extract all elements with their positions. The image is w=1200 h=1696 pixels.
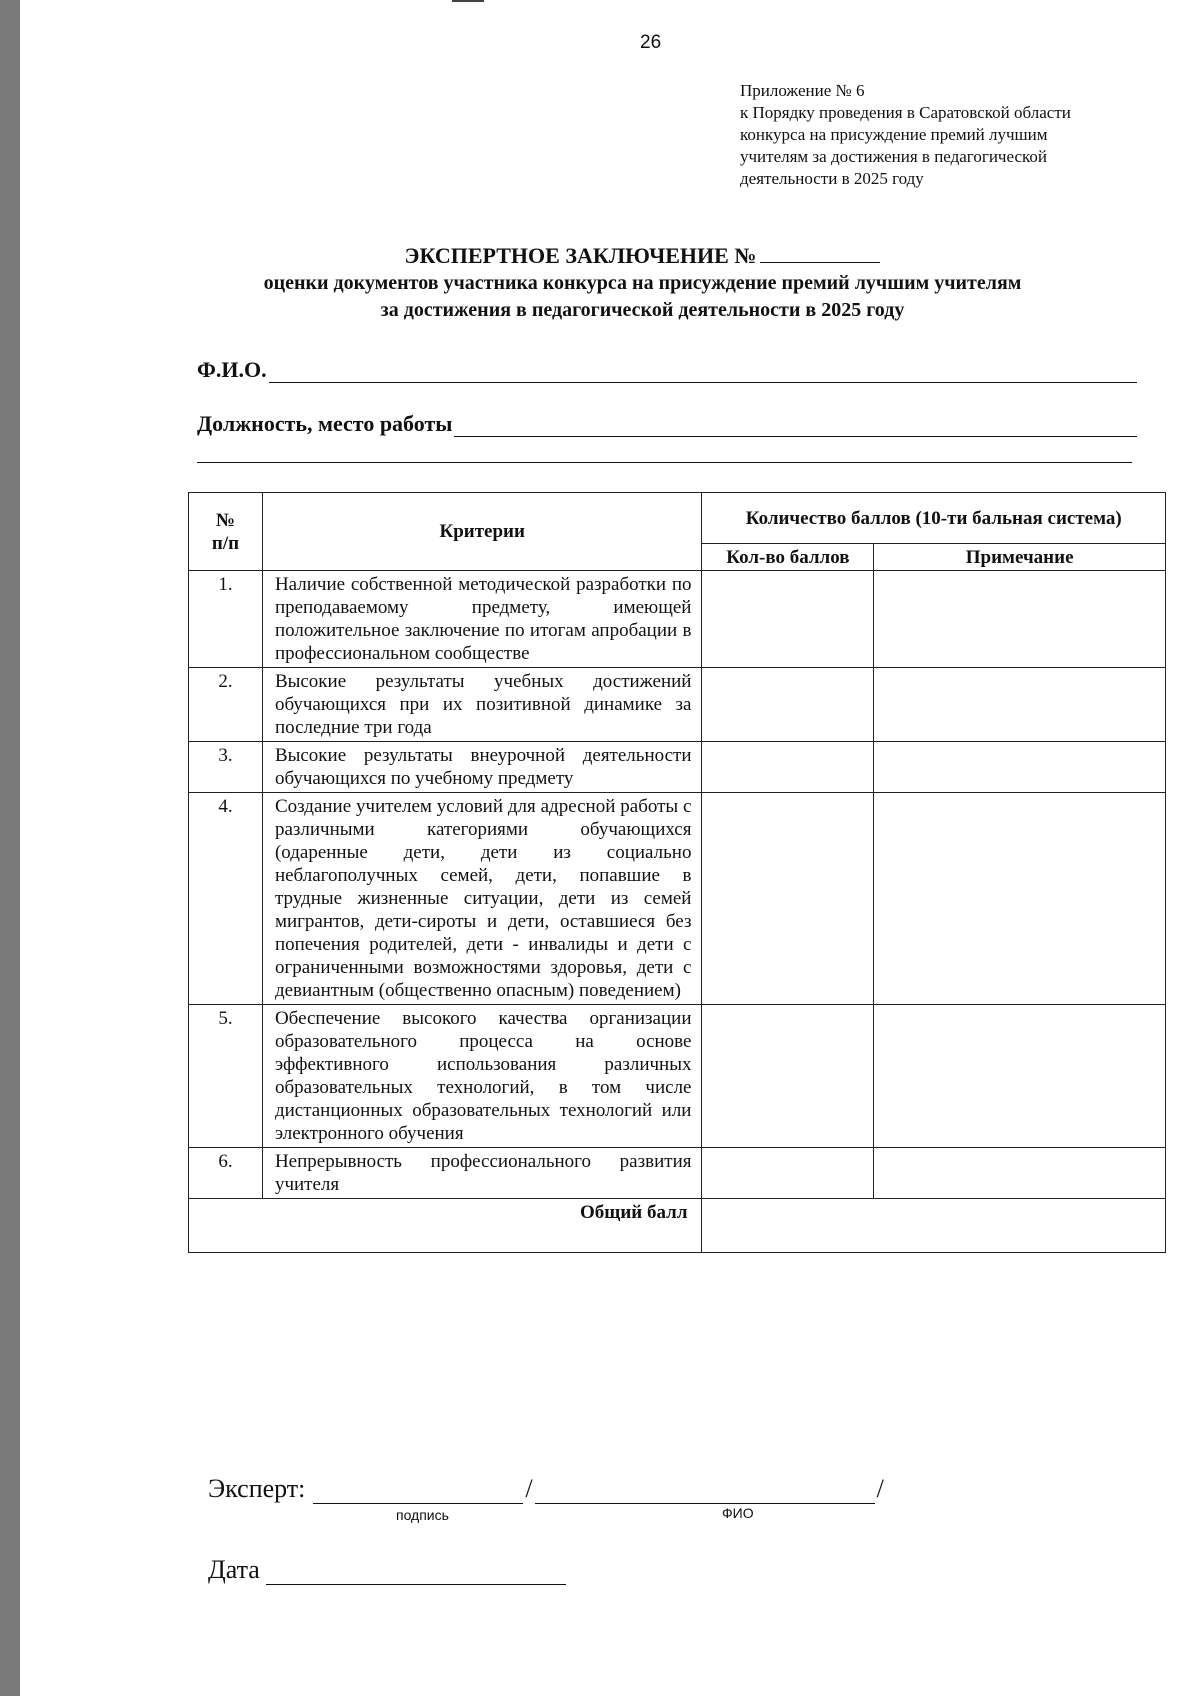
page-number: 26	[640, 32, 662, 53]
total-score-cell[interactable]	[702, 1199, 1166, 1253]
expert-label: Эксперт:	[208, 1474, 306, 1503]
row-note-cell[interactable]	[874, 571, 1166, 668]
scan-top-mark	[452, 0, 484, 2]
row-criterion: Высокие результаты учебных достижений обучающихся при их позитивной динамике за последние три года	[262, 668, 702, 742]
row-number: 6.	[189, 1148, 263, 1199]
expert-signature-line	[208, 1474, 886, 1504]
row-points-cell[interactable]	[702, 793, 874, 1005]
row-note-cell[interactable]	[874, 1005, 1166, 1148]
header-note: Примечание	[874, 544, 1166, 571]
subtitle-line: за достижения в педагогической деятельности в 2025 году	[380, 299, 905, 321]
appendix-line: деятельности в 2025 году	[740, 169, 924, 188]
table-row	[189, 793, 1166, 1005]
scan-margin-bar	[0, 0, 20, 1696]
appendix-line: к Порядку проведения в Саратовской области	[740, 103, 1071, 122]
table-row	[189, 1148, 1166, 1199]
header-number: № п/п	[189, 493, 263, 571]
slash: /	[876, 1474, 884, 1503]
number-blank-line[interactable]	[760, 242, 880, 263]
expert-fio-blank[interactable]	[535, 1479, 875, 1504]
row-points-cell[interactable]	[702, 571, 874, 668]
fio-label: Ф.И.О.	[197, 357, 267, 382]
row-note-cell[interactable]	[874, 742, 1166, 793]
signature-blank[interactable]	[313, 1479, 523, 1504]
row-note-cell[interactable]	[874, 1148, 1166, 1199]
table-row	[189, 742, 1166, 793]
criteria-table	[188, 492, 1166, 1253]
header-criteria: Критерии	[262, 493, 702, 571]
document-title	[160, 242, 1125, 270]
position-blank-line[interactable]	[454, 416, 1137, 437]
table-row	[189, 1005, 1166, 1148]
slash: /	[525, 1474, 533, 1503]
row-criterion: Непрерывность профессионального развития учителя	[262, 1148, 702, 1199]
signature-caption: подпись	[396, 1507, 449, 1523]
row-number: 1.	[189, 571, 263, 668]
row-number: 4.	[189, 793, 263, 1005]
total-label: Общий балл	[189, 1199, 702, 1253]
table-header-row	[189, 493, 1166, 544]
document-subtitle	[160, 270, 1125, 324]
subtitle-line: оценки документов участника конкурса на присуждение премий лучшим учителям	[263, 272, 1022, 294]
row-number: 2.	[189, 668, 263, 742]
row-points-cell[interactable]	[702, 1148, 874, 1199]
row-criterion: Наличие собственной методической разработки по преподаваемому предмету, имеющей положительное заключение по итогам апробации в профессиональном сообществе	[262, 571, 702, 668]
row-points-cell[interactable]	[702, 668, 874, 742]
position-continuation-line[interactable]	[197, 462, 1132, 463]
row-criterion: Обеспечение высокого качества организации образовательного процесса на основе эффективного использования различных образовательных технологий, в том числе дистанционных образовательных технологий или электронного обучения	[262, 1005, 702, 1148]
appendix-line: конкурса на присуждение премий лучшим	[740, 125, 1048, 144]
fio-blank-line[interactable]	[269, 362, 1137, 383]
appendix-note	[740, 80, 1180, 190]
title-main: ЭКСПЕРТНОЕ ЗАКЛЮЧЕНИЕ №	[404, 243, 757, 268]
total-row	[189, 1199, 1166, 1253]
row-note-cell[interactable]	[874, 793, 1166, 1005]
position-field	[197, 411, 1137, 437]
row-points-cell[interactable]	[702, 742, 874, 793]
row-note-cell[interactable]	[874, 668, 1166, 742]
table-row	[189, 571, 1166, 668]
row-number: 5.	[189, 1005, 263, 1148]
row-criterion: Создание учителем условий для адресной работы с различными категориями обучающихся (одаренные дети, дети из социально неблагополучных семей, дети, попавшие в трудные жизненные ситуации, дети из семей мигрантов, дети-сироты и дети, оставшиеся без попечения родителей, дети - инвалиды и дети с ограниченными возможностями здоровья, дети с девиантным (общественно опасным) поведением)	[262, 793, 702, 1005]
position-label: Должность, место работы	[197, 411, 453, 436]
appendix-line: учителям за достижения в педагогической	[740, 147, 1047, 166]
date-blank[interactable]	[266, 1560, 566, 1585]
row-number: 3.	[189, 742, 263, 793]
date-label: Дата	[208, 1555, 260, 1584]
table-row	[189, 668, 1166, 742]
row-points-cell[interactable]	[702, 1005, 874, 1148]
fio-caption: ФИО	[722, 1505, 754, 1521]
date-line	[208, 1555, 566, 1585]
header-points: Кол-во баллов	[702, 544, 874, 571]
fio-field	[197, 357, 1137, 383]
appendix-line: Приложение № 6	[740, 81, 865, 100]
header-points-group: Количество баллов (10-ти бальная система)	[702, 493, 1166, 544]
row-criterion: Высокие результаты внеурочной деятельности обучающихся по учебному предмету	[262, 742, 702, 793]
